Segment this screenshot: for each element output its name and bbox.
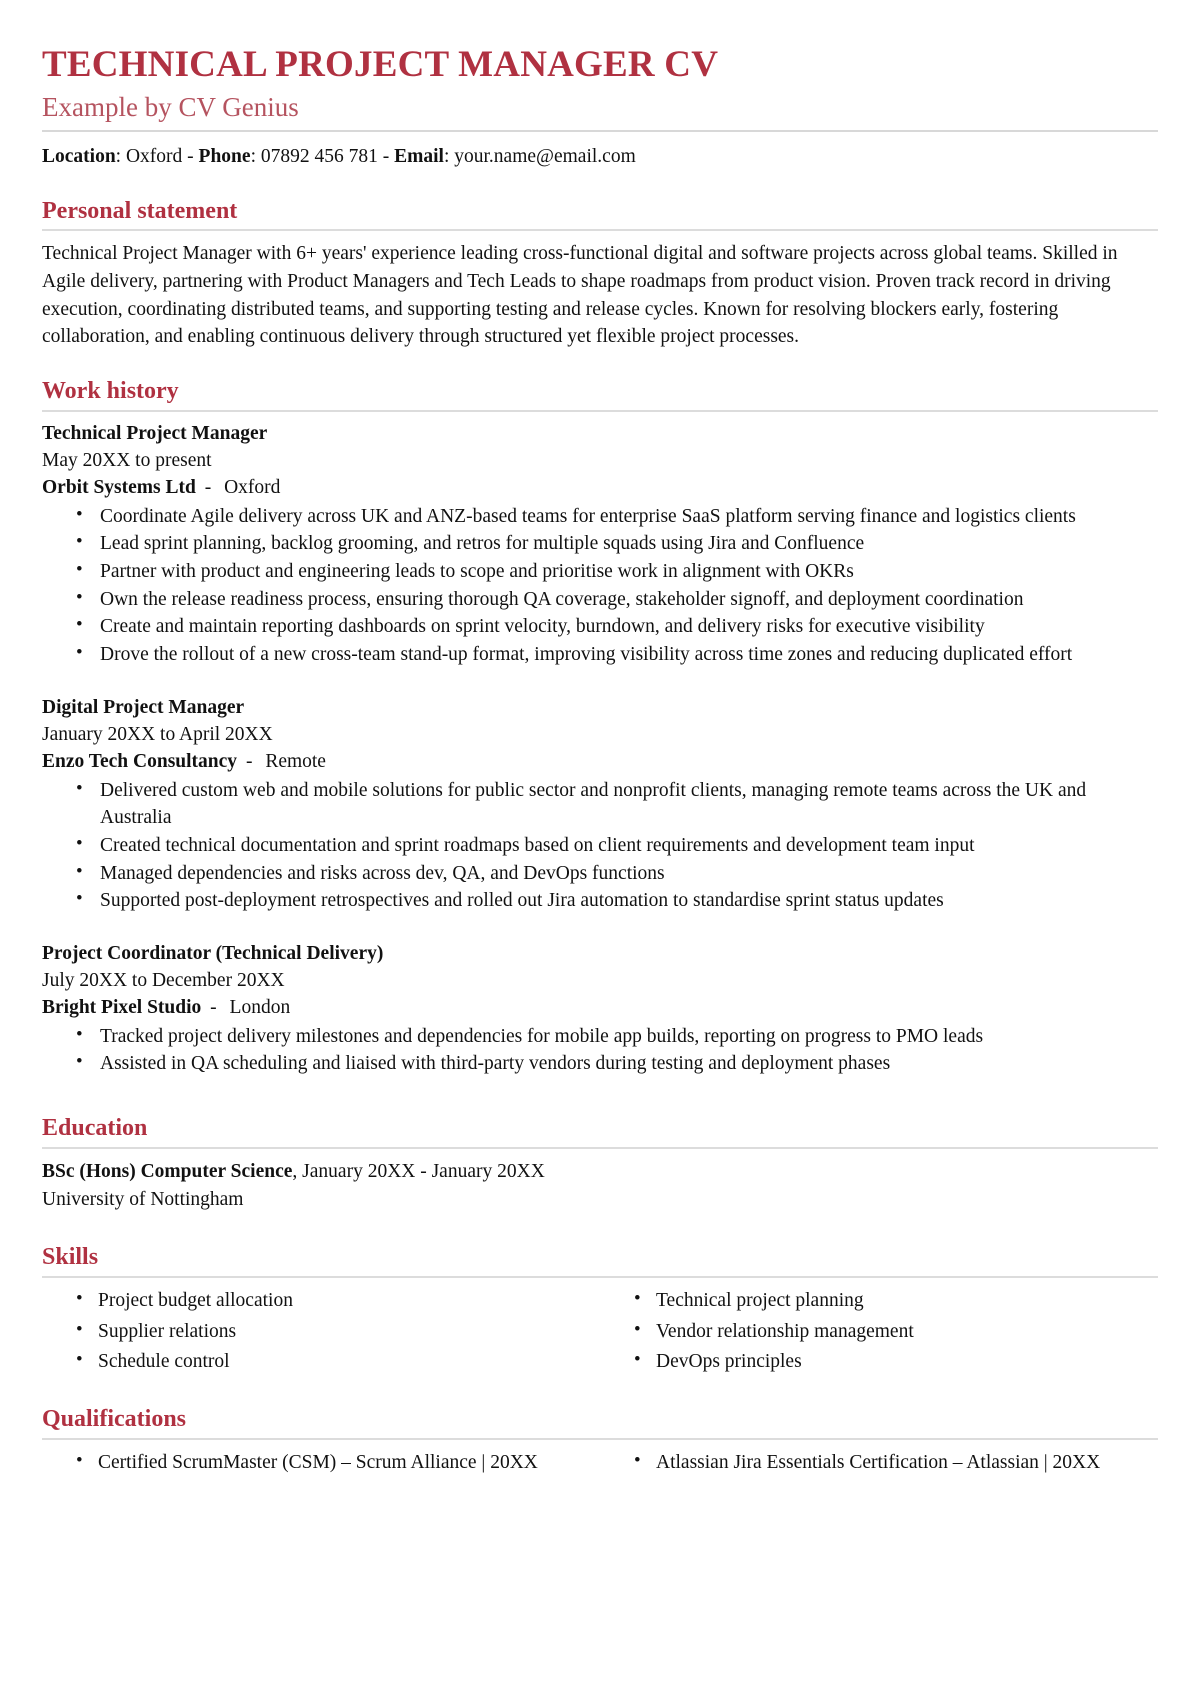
contact-location-value: Oxford — [125, 146, 183, 168]
job-bullet: • Tracked project delivery milestones and dependencies for mobile app builds, reporting on progress to PMO leads — [98, 1023, 1158, 1051]
job-bullet: • Created technical documentation and sprint roadmaps based on client requirements and development team input — [98, 832, 1158, 860]
section-personal-statement — [42, 197, 1158, 352]
contact-separator-1: - — [182, 146, 199, 168]
contact-location-label: Location — [42, 146, 116, 168]
section-qualifications — [42, 1405, 1158, 1479]
contact-phone-value: 07892 456 781 — [260, 146, 378, 168]
section-divider-education — [42, 1147, 1158, 1149]
header-divider — [42, 130, 1158, 132]
section-title-qualifications: Qualifications — [42, 1406, 187, 1433]
skill-item: • Supplier relations — [98, 1318, 600, 1346]
job-bullet-list — [42, 777, 1158, 915]
qualifications-list-right — [600, 1449, 1158, 1477]
job-bullet: • Delivered custom web and mobile solutions for public sector and nonprofit clients, managing remote teams across the UK and Australia — [98, 777, 1158, 832]
section-title-personal-statement: Personal statement — [42, 197, 238, 224]
job-bullet: • Own the release readiness process, ensuring thorough QA coverage, stakeholder signoff, and deployment coordination — [98, 586, 1158, 614]
skill-item: • Project budget allocation — [98, 1287, 600, 1315]
skill-item: • Technical project planning — [656, 1287, 1158, 1315]
work-history-entry — [42, 941, 1158, 1078]
job-company-separator: - — [241, 750, 258, 772]
job-title: Digital Project Manager — [42, 696, 245, 718]
skills-list-left — [42, 1287, 600, 1376]
skills-column-left — [42, 1287, 600, 1379]
job-location: Oxford — [224, 476, 281, 498]
work-history-list — [42, 421, 1158, 1078]
job-bullet: • Assisted in QA scheduling and liaised with third-party vendors during testing and deployment phases — [98, 1050, 1158, 1078]
contact-separator-2: - — [377, 146, 395, 168]
job-bullet: • Create and maintain reporting dashboards on sprint velocity, burndown, and delivery risks for executive visibility — [98, 613, 1158, 641]
contact-email-value: your.name@email.com — [454, 146, 636, 168]
section-divider-qualifications — [42, 1438, 1158, 1440]
education-dates: , January 20XX - January 20XX — [292, 1160, 545, 1182]
job-title: Project Coordinator (Technical Delivery) — [42, 942, 384, 964]
section-divider-skills — [42, 1276, 1158, 1278]
section-work-history — [42, 377, 1158, 1078]
section-divider-work-history — [42, 410, 1158, 412]
job-company-name: Enzo Tech Consultancy — [42, 750, 238, 772]
job-dates: May 20XX to present — [42, 449, 212, 471]
page-title: TECHNICAL PROJECT MANAGER CV — [42, 44, 719, 85]
education-degree: BSc (Hons) Computer Science — [42, 1160, 293, 1182]
job-company-separator: - — [199, 476, 217, 498]
skill-item: • Schedule control — [98, 1348, 600, 1376]
job-location: London — [229, 996, 291, 1018]
job-company-name: Bright Pixel Studio — [42, 996, 202, 1018]
section-skills — [42, 1243, 1158, 1379]
education-entry — [42, 1158, 1158, 1186]
contact-colon-3: : — [443, 146, 455, 168]
qualifications-columns — [42, 1449, 1158, 1480]
contact-colon-1: : — [115, 146, 126, 168]
work-history-entry — [42, 695, 1158, 915]
section-title-work-history: Work history — [42, 378, 179, 405]
skills-list-right — [600, 1287, 1158, 1376]
job-bullet: • Lead sprint planning, backlog grooming, and retros for multiple squads using Jira and Confluence — [98, 530, 1158, 558]
qualifications-column-right — [600, 1449, 1158, 1480]
job-company-name: Orbit Systems Ltd — [42, 476, 196, 498]
job-bullet: • Coordinate Agile delivery across UK and ANZ-based teams for enterprise SaaS platform serving finance and logistics clients — [98, 503, 1158, 531]
job-company-line — [42, 995, 1158, 1022]
job-title: Technical Project Manager — [42, 422, 268, 444]
job-company-separator: - — [205, 996, 222, 1018]
contact-email-label: Email — [394, 146, 444, 168]
section-divider-personal-statement — [42, 229, 1158, 231]
cv-header — [42, 44, 1158, 171]
qualifications-list-left — [42, 1449, 600, 1477]
personal-statement-body: Technical Project Manager with 6+ years' experience leading cross-functional digital and software projects across global teams. Skilled in Agile delivery, partnering with Product Managers and Tech Leads to shape roadmaps from product vision. Proven track record in driving execution, coordinating distributed teams, and supporting testing and release cycles. Known for resolving blockers early, fostering collaboration, and enabling continuous delivery through structured yet flexible project processes. — [42, 243, 1118, 348]
job-bullet: • Partner with product and engineering leads to scope and prioritise work in alignment with OKRs — [98, 558, 1158, 586]
job-company-line — [42, 749, 1158, 776]
skill-item: • DevOps principles — [656, 1348, 1158, 1376]
job-dates: July 20XX to December 20XX — [42, 969, 285, 991]
skills-column-right — [600, 1287, 1158, 1379]
cv-subtitle: Example by CV Genius — [42, 91, 299, 122]
job-bullet: • Managed dependencies and risks across dev, QA, and DevOps functions — [98, 860, 1158, 888]
section-education — [42, 1114, 1158, 1213]
job-bullet: • Supported post-deployment retrospectives and rolled out Jira automation to standardise sprint status updates — [98, 887, 1158, 915]
qualification-item: • Certified ScrumMaster (CSM) – Scrum Alliance | 20XX — [98, 1449, 600, 1477]
work-history-entry — [42, 421, 1158, 669]
qualification-item: • Atlassian Jira Essentials Certification – Atlassian | 20XX — [656, 1449, 1158, 1477]
qualifications-column-left — [42, 1449, 600, 1480]
section-title-education: Education — [42, 1115, 148, 1142]
job-bullet-list — [42, 503, 1158, 669]
education-school: University of Nottingham — [42, 1188, 244, 1210]
job-dates: January 20XX to April 20XX — [42, 723, 273, 745]
job-company-line — [42, 475, 1158, 502]
contact-phone-label: Phone — [198, 146, 251, 168]
job-location: Remote — [265, 750, 326, 772]
contact-colon-2: : — [250, 146, 261, 168]
contact-line — [42, 143, 1158, 170]
section-title-skills: Skills — [42, 1244, 99, 1271]
skill-item: • Vendor relationship management — [656, 1318, 1158, 1346]
job-bullet: • Drove the rollout of a new cross-team stand-up format, improving visibility across time zones and reducing duplicated effort — [98, 641, 1158, 669]
skills-columns — [42, 1287, 1158, 1379]
job-bullet-list — [42, 1023, 1158, 1078]
